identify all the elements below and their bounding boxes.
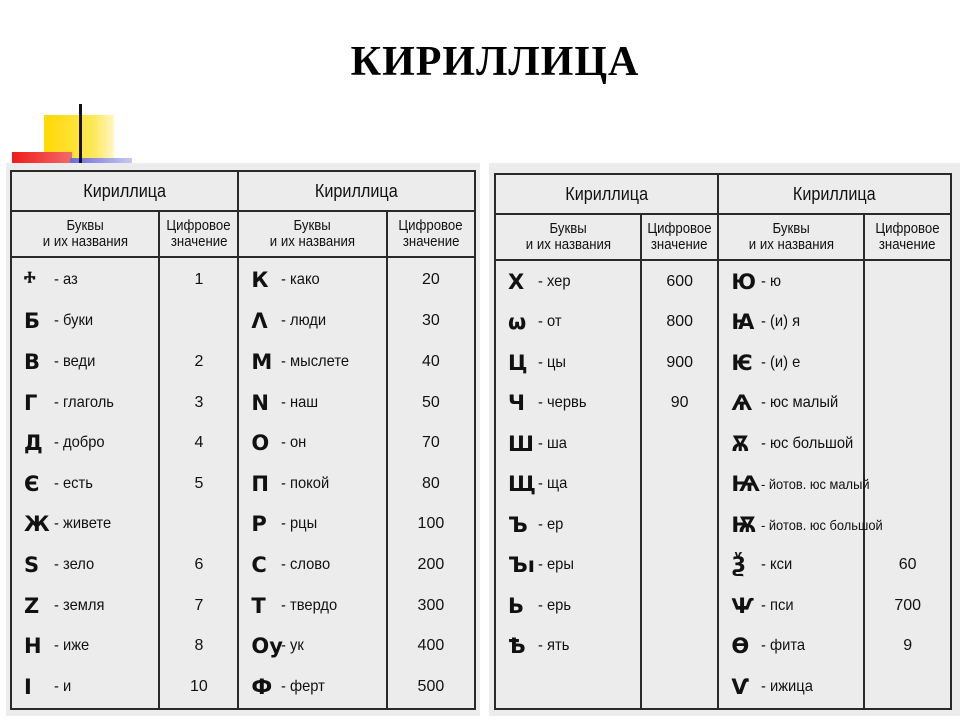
numeric-value: [641, 586, 719, 627]
numeric-value: 100: [387, 504, 475, 545]
table-row: [11, 667, 475, 709]
letter-name: - добро: [54, 434, 105, 452]
letter-cell: [238, 504, 386, 545]
numeric-value: 9: [864, 626, 951, 667]
letter-glyph: Д: [24, 431, 43, 456]
letter-name: - живете: [54, 515, 112, 533]
letter-glyph: О: [251, 431, 270, 456]
table-row: [11, 301, 475, 342]
table-row: [11, 342, 475, 383]
page-title: КИРИЛЛИЦА: [350, 39, 640, 85]
letter-cell: [495, 383, 641, 424]
letter-cell: [238, 626, 386, 667]
letter-name: - еры: [538, 556, 574, 574]
letter-name: - от: [538, 313, 562, 331]
letter-name: - слово: [281, 556, 331, 574]
value-header: Цифровое значение: [387, 211, 475, 257]
numeric-value: [641, 505, 719, 546]
numeric-value: [159, 301, 238, 342]
letter-cell: [238, 301, 386, 342]
alphabet-table-right: [494, 173, 952, 710]
letters-header: Буквы и их названия: [238, 211, 386, 257]
numeric-value: [864, 302, 951, 343]
letter-glyph: Λ: [251, 309, 268, 334]
letter-name: - пси: [761, 596, 794, 614]
letter-cell: [495, 260, 641, 302]
letters-header: Буквы и их названия: [718, 214, 864, 260]
letter-name: - ша: [538, 434, 567, 452]
letter-name: - мыслете: [281, 352, 350, 370]
numeric-value: 400: [387, 626, 475, 667]
alphabet-table-left: [10, 170, 476, 710]
letter-name: - иже: [54, 637, 90, 655]
letter-glyph: Ц: [508, 350, 528, 375]
letter-cell: [11, 545, 159, 586]
letter-cell: [238, 257, 386, 301]
letter-name: - цы: [538, 353, 567, 371]
group-header: Кириллица: [506, 174, 707, 214]
decorative-vertical-line: [79, 104, 82, 166]
value-header: Цифровое значение: [641, 214, 719, 260]
numeric-value: 6: [159, 545, 238, 586]
numeric-value: [641, 545, 719, 586]
letter-cell: [718, 464, 870, 505]
table-row: [11, 464, 475, 505]
letter-cell: [11, 504, 159, 545]
letter-cell: [718, 586, 864, 627]
letter-name: - буки: [54, 312, 94, 330]
table-row: [495, 505, 951, 546]
letter-cell: [11, 301, 159, 342]
numeric-value: 8: [159, 626, 238, 667]
letter-cell: [718, 383, 864, 424]
letter-cell: [718, 424, 864, 465]
letter-name: - ижица: [761, 678, 814, 696]
letter-glyph: Ю: [731, 269, 757, 294]
letter-cell: [11, 257, 159, 301]
letter-glyph: Ъı: [508, 553, 535, 578]
letter-name: - (и) е: [761, 353, 801, 371]
letter-cell: [718, 505, 884, 546]
letter-glyph: І: [24, 675, 32, 700]
letter-cell: [238, 382, 386, 423]
letter-glyph: Ч: [508, 391, 525, 416]
letter-cell: [495, 424, 641, 465]
letter-glyph: Ш: [508, 431, 534, 456]
letter-cell: [238, 667, 386, 709]
letters-header: Буквы и их названия: [11, 211, 159, 257]
letter-cell: [11, 667, 159, 709]
letter-name: - ферт: [281, 678, 326, 696]
table-row: [495, 667, 951, 709]
letter-glyph: Ѳ: [731, 634, 750, 659]
numeric-value: 500: [387, 667, 475, 709]
letter-glyph: Ѣ: [508, 634, 526, 659]
numeric-value: [641, 424, 719, 465]
letter-glyph: Ѯ: [731, 553, 747, 578]
value-header: Цифровое значение: [159, 211, 238, 257]
letter-name: - ща: [538, 475, 568, 493]
letter-name: - ять: [538, 637, 570, 655]
letter-cell: [238, 585, 386, 626]
letter-glyph: Р: [251, 512, 267, 537]
letter-name: - он: [281, 434, 307, 452]
letter-cell: [495, 464, 641, 505]
numeric-value: [864, 667, 951, 709]
letter-name: - йотов. юс малый: [761, 476, 870, 493]
numeric-value: 800: [641, 302, 719, 343]
numeric-value: 90: [641, 383, 719, 424]
letter-name: - юс большой: [761, 434, 854, 452]
table-row: [495, 626, 951, 667]
letter-cell: [718, 260, 864, 302]
letter-glyph: Щ: [508, 472, 536, 497]
table-row: [11, 504, 475, 545]
numeric-value: 200: [387, 545, 475, 586]
letter-glyph: Ζ: [24, 593, 40, 618]
numeric-value: 600: [641, 260, 719, 302]
letter-cell: [11, 342, 159, 383]
table-row: [495, 464, 951, 505]
letter-name: - наш: [281, 393, 319, 411]
letter-name: - глаголь: [54, 393, 114, 411]
letter-cell: [495, 343, 641, 384]
numeric-value: 60: [864, 545, 951, 586]
numeric-value: 300: [387, 585, 475, 626]
letter-name: - земля: [54, 596, 105, 614]
letters-header: Буквы и их названия: [495, 214, 641, 260]
letter-glyph: Ѫ: [731, 431, 750, 456]
letter-glyph: Н: [24, 634, 42, 659]
letter-glyph: N: [251, 390, 269, 415]
value-header: Цифровое значение: [864, 214, 951, 260]
letter-name: - йотов. юс большой: [761, 516, 884, 533]
letter-cell: [718, 545, 864, 586]
numeric-value: [864, 383, 951, 424]
numeric-value: 50: [387, 382, 475, 423]
letter-glyph: Ѱ: [731, 593, 754, 618]
table-row: [495, 383, 951, 424]
numeric-value: 40: [387, 342, 475, 383]
numeric-value: 10: [159, 667, 238, 709]
numeric-value: [159, 504, 238, 545]
table-row: [495, 424, 951, 465]
letter-glyph: Ф: [251, 675, 273, 700]
letter-glyph: Х: [508, 269, 525, 294]
numeric-value: 5: [159, 464, 238, 505]
letter-glyph: М: [251, 349, 273, 374]
letter-cell: [495, 586, 641, 627]
letter-cell: [495, 626, 641, 667]
letter-name: - фита: [761, 637, 806, 655]
letter-glyph: Ѭ: [731, 512, 758, 537]
table-row: [11, 382, 475, 423]
letter-name: - покой: [281, 474, 330, 492]
numeric-value: [641, 626, 719, 667]
numeric-value: 20: [387, 257, 475, 301]
table-row: [11, 423, 475, 464]
numeric-value: 7: [159, 585, 238, 626]
letter-name: - рцы: [281, 515, 318, 533]
table-row: [11, 626, 475, 667]
numeric-value: [864, 424, 951, 465]
letter-cell: [495, 302, 641, 343]
letter-glyph: Ъ: [508, 512, 528, 537]
letter-glyph: ⰰ: [24, 267, 36, 291]
letter-glyph: Т: [251, 593, 266, 618]
letter-name: - есть: [54, 474, 93, 492]
letter-cell: [238, 423, 386, 464]
numeric-value: [864, 464, 951, 505]
letter-name: - ук: [281, 637, 305, 655]
letter-glyph: Ꙗ: [731, 310, 755, 335]
letter-name: - кси: [761, 556, 793, 574]
letter-glyph: Ѵ: [731, 675, 750, 700]
letter-name: - (и) я: [761, 313, 801, 331]
letter-cell: [495, 667, 641, 709]
letter-glyph: Ѧ: [731, 391, 753, 416]
numeric-value: [641, 464, 719, 505]
letter-cell: [11, 423, 159, 464]
numeric-value: 30: [387, 301, 475, 342]
letter-cell: [718, 626, 864, 667]
numeric-value: 2: [159, 342, 238, 383]
letter-glyph: Ѕ: [24, 553, 40, 578]
letter-name: - ерь: [538, 596, 572, 614]
letter-name: - и: [54, 678, 72, 696]
letter-glyph: Ѩ: [731, 472, 760, 497]
table-row: [495, 343, 951, 384]
letter-glyph: Ѥ: [731, 350, 753, 375]
numeric-value: 900: [641, 343, 719, 384]
letter-glyph: П: [251, 471, 269, 496]
table-row: [495, 586, 951, 627]
numeric-value: 4: [159, 423, 238, 464]
letter-name: - люди: [281, 312, 327, 330]
letter-cell: [718, 667, 864, 709]
letter-name: - ер: [538, 515, 564, 533]
table-row: [11, 585, 475, 626]
letter-cell: [11, 464, 159, 505]
numeric-value: 3: [159, 382, 238, 423]
letter-glyph: Г: [24, 390, 38, 415]
letter-name: - твердо: [281, 596, 338, 614]
letter-name: - ю: [761, 272, 782, 290]
letter-name: - зело: [54, 556, 95, 574]
letter-cell: [11, 626, 159, 667]
letter-cell: [718, 302, 864, 343]
letter-glyph: Ж: [24, 512, 50, 537]
letter-glyph: К: [251, 267, 269, 292]
letter-glyph: Б: [24, 309, 41, 334]
letter-cell: [238, 464, 386, 505]
letter-cell: [238, 545, 386, 586]
letter-glyph: Є: [24, 471, 40, 496]
numeric-value: 1: [159, 257, 238, 301]
letter-glyph: В: [24, 349, 41, 374]
letter-cell: [238, 342, 386, 383]
table-row: [11, 257, 475, 301]
group-header: Кириллица: [250, 171, 463, 211]
letter-cell: [11, 382, 159, 423]
letter-cell: [718, 343, 864, 384]
numeric-value: [641, 667, 719, 709]
table-row: [11, 545, 475, 586]
letter-glyph: Оу: [251, 634, 283, 659]
letter-cell: [11, 585, 159, 626]
letter-glyph: С: [251, 553, 267, 578]
numeric-value: 80: [387, 464, 475, 505]
table-row: [495, 260, 951, 302]
letter-name: - юс малый: [761, 394, 839, 412]
numeric-value: 700: [864, 586, 951, 627]
letter-name: - аз: [54, 270, 78, 288]
numeric-value: [864, 343, 951, 384]
group-header: Кириллица: [22, 171, 227, 211]
numeric-value: 70: [387, 423, 475, 464]
table-row: [495, 545, 951, 586]
table-row: [495, 302, 951, 343]
numeric-value: [864, 260, 951, 302]
letter-name: - хер: [538, 272, 571, 290]
letter-glyph: Ь: [508, 593, 525, 618]
letter-name: - веди: [54, 352, 96, 370]
letter-glyph: ω: [508, 310, 527, 335]
letter-cell: [495, 545, 641, 586]
group-header: Кириллица: [730, 174, 939, 214]
letter-cell: [495, 505, 641, 546]
letter-name: - червь: [538, 394, 587, 412]
letter-name: - како: [281, 270, 321, 288]
